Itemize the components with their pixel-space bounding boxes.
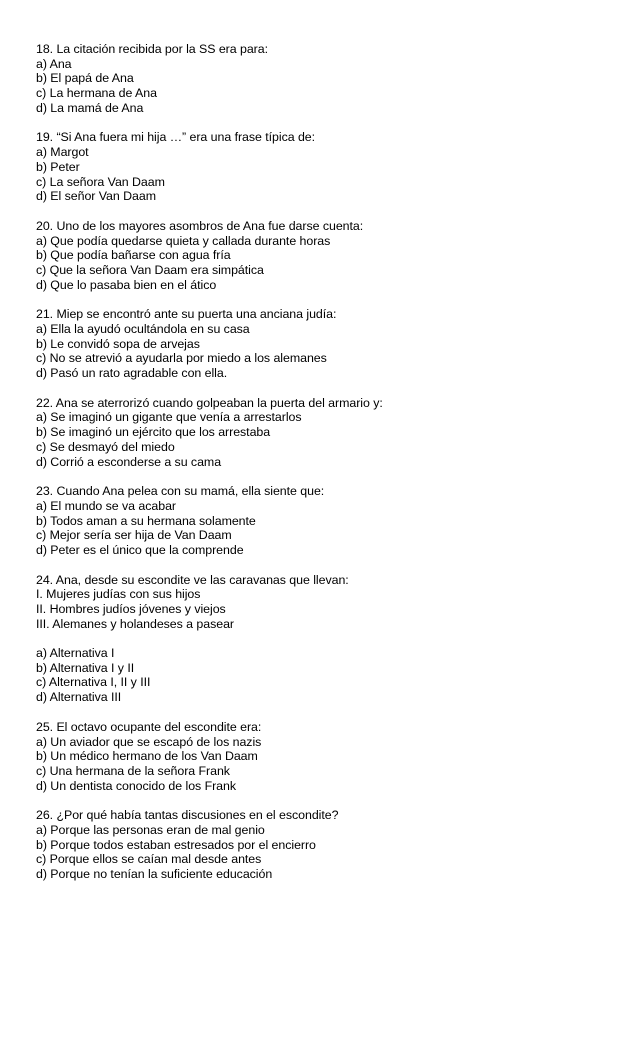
- question-24: [36, 573, 616, 705]
- question-18: [36, 42, 616, 115]
- question-26: [36, 808, 616, 881]
- answer-option: d) Un dentista conocido de los Frank: [36, 778, 237, 793]
- answer-option: b) Alternativa I y II: [36, 660, 135, 675]
- answer-option: c) Alternativa I, II y III: [36, 675, 151, 690]
- answer-option: d) Que lo pasaba bien en el ático: [36, 277, 217, 292]
- question-stem: 25. El octavo ocupante del escondite era:: [36, 719, 262, 734]
- answer-option: b) Que podía bañarse con agua fría: [36, 248, 231, 263]
- answer-option: c) Que la señora Van Daam era simpática: [36, 262, 264, 277]
- question-stem: 26. ¿Por qué había tantas discusiones en el escondite?: [36, 808, 339, 823]
- question-stem: 20. Uno de los mayores asombros de Ana fue darse cuenta:: [36, 218, 364, 233]
- answer-option: d) Porque no tenían la suficiente educación: [36, 867, 273, 881]
- question-25: [36, 720, 616, 793]
- question-20: [36, 219, 616, 292]
- question-stem: 22. Ana se aterrorizó cuando golpeaban la puerta del armario y:: [36, 395, 383, 410]
- answer-option: b) Peter: [36, 159, 80, 174]
- answer-option: d) El señor Van Daam: [36, 189, 156, 204]
- answer-option: d) Peter es el único que la comprende: [36, 542, 244, 557]
- answer-option: a) Un aviador que se escapó de los nazis: [36, 734, 262, 749]
- answer-option: a) Ana: [36, 56, 72, 71]
- answer-option: d) La mamá de Ana: [36, 100, 144, 115]
- answer-option: c) Mejor sería ser hija de Van Daam: [36, 528, 232, 543]
- answer-option: b) Le convidó sopa de arvejas: [36, 336, 200, 351]
- answer-option: c) La señora Van Daam: [36, 174, 165, 189]
- quiz-document: [36, 42, 616, 897]
- question-21: [36, 307, 616, 380]
- question-stem: 24. Ana, desde su escondite ve las caravanas que llevan:: [36, 572, 349, 587]
- answer-option: b) El papá de Ana: [36, 71, 134, 86]
- answer-option: d) Corrió a esconderse a su cama: [36, 454, 222, 469]
- answer-option: a) Se imaginó un gigante que venía a arrestarlos: [36, 410, 302, 425]
- question-stem: 19. “Si Ana fuera mi hija …” era una frase típica de:: [36, 130, 316, 145]
- question-stem: 23. Cuando Ana pelea con su mamá, ella siente que:: [36, 484, 325, 499]
- answer-option: a) Alternativa I: [36, 646, 115, 661]
- answer-option: c) La hermana de Ana: [36, 86, 157, 101]
- answer-option: b) Porque todos estaban estresados por el encierro: [36, 837, 316, 852]
- question-stem: 18. La citación recibida por la SS era para:: [36, 42, 268, 56]
- answer-option: d) Alternativa III: [36, 690, 122, 705]
- answer-option: c) Una hermana de la señora Frank: [36, 763, 230, 778]
- answer-option: c) Porque ellos se caían mal desde antes: [36, 852, 262, 867]
- answer-option: a) Que podía quedarse quieta y callada durante horas: [36, 233, 331, 248]
- statement-item: I. Mujeres judías con sus hijos: [36, 587, 201, 602]
- blank-line: [36, 631, 616, 646]
- question-19: [36, 130, 616, 203]
- answer-option: a) Ella la ayudó ocultándola en su casa: [36, 322, 250, 336]
- answer-option: a) Margot: [36, 145, 89, 160]
- answer-option: a) El mundo se va acabar: [36, 498, 176, 513]
- answer-option: b) Se imaginó un ejército que los arrestaba: [36, 425, 271, 440]
- question-23: [36, 484, 616, 557]
- answer-option: d) Pasó un rato agradable con ella.: [36, 366, 228, 381]
- answer-option: b) Un médico hermano de los Van Daam: [36, 749, 258, 764]
- answer-option: a) Porque las personas eran de mal genio: [36, 822, 265, 837]
- statement-item: III. Alemanes y holandeses a pasear: [36, 616, 235, 631]
- question-22: [36, 396, 616, 469]
- statement-item: II. Hombres judíos jóvenes y viejos: [36, 602, 226, 616]
- answer-option: b) Todos aman a su hermana solamente: [36, 513, 256, 528]
- answer-option: c) Se desmayó del miedo: [36, 439, 175, 454]
- question-stem: 21. Miep se encontró ante su puerta una anciana judía:: [36, 307, 337, 322]
- answer-option: c) No se atrevió a ayudarla por miedo a los alemanes: [36, 351, 327, 366]
